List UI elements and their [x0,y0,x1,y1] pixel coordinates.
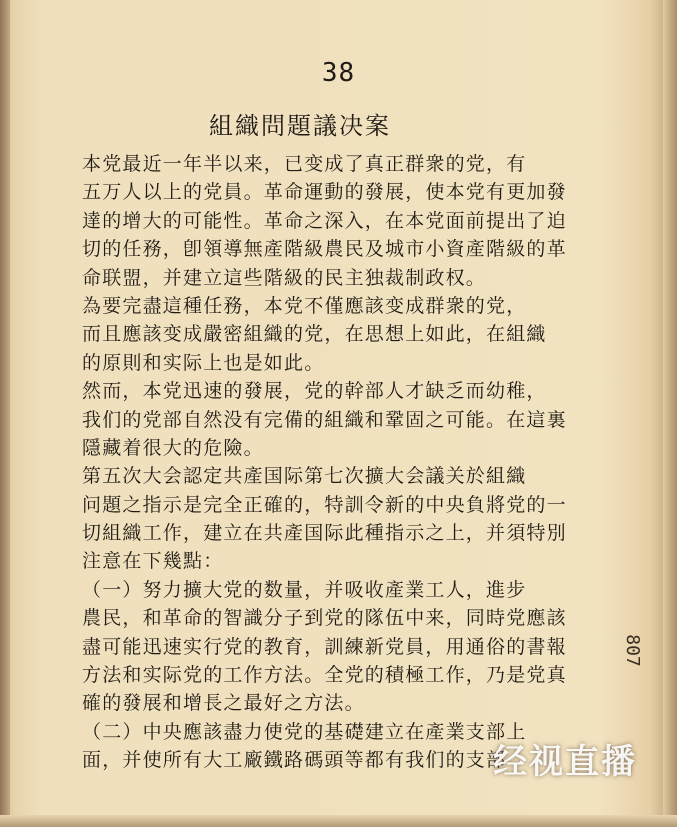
text-line: 本党最近一年半以来，已变成了真正群衆的党，有 [82,153,527,175]
text-line: 切的任務，卽領導無產階級農民及城市小資產階級的革 [82,238,567,261]
text-line: 问題之指示是完全正確的，特訓令新的中央負將党的一 [82,493,567,516]
page-title: 組織問題議决案 [209,112,391,140]
text-line: 命联盟，并建立這些階級的民主独裁制政权。 [82,266,487,289]
page-edge-bottom [0,815,677,827]
text-line: 然而，本党迅速的發展，党的幹部人才缺乏而幼稚， [82,380,547,403]
text-line: 隱藏着很大的危險。 [82,436,264,459]
text-line: 注意在下幾點： [82,550,224,573]
side-number: 807 [622,634,644,667]
text-line: （一）努力擴大党的数量，并吸收產業工人，進步 [82,578,527,601]
text-line: 而且應該变成嚴密組織的党，在思想上如此，在組織 [82,323,547,346]
text-line: 達的增大的可能性。革命之深入，在本党面前提出了迫 [82,209,567,232]
text-line: 確的發展和增長之最好之方法。 [82,692,365,715]
text-line: 面，并使所有大工廠鐵路碼頭等都有我们的支部 [82,749,507,772]
text-line: 五万人以上的党員。革命運動的發展，使本党有更加發 [82,181,567,204]
text-line: 的原則和实际上也是如此。 [82,351,325,374]
page-number: 38 [321,58,356,88]
text-line: 盡可能迅速实行党的教育，訓練新党員，用通俗的書報 [82,635,567,658]
watermark-logo: 经视直播 [493,742,637,782]
text-line: 農民，和革命的智識分子到党的隊伍中来，同時党應該 [82,607,567,630]
text-line: 第五次大会認定共產国际第七次擴大会議关於組織 [82,465,527,488]
text-line: 我们的党部自然没有完備的組織和鞏固之可能。在這裏 [82,408,567,431]
text-line: 方法和实际党的工作方法。全党的積極工作，乃是党真 [82,664,567,687]
page-edge-right [663,0,677,827]
body-text [82,150,602,775]
text-line: （二）中央應該盡力使党的基礎建立在產業支部上 [82,720,527,743]
text-line: 為要完盡這種任務，本党不僅應該变成群衆的党， [82,294,527,317]
text-line: 切組織工作，建立在共產国际此種指示之上，并須特別 [82,522,567,545]
